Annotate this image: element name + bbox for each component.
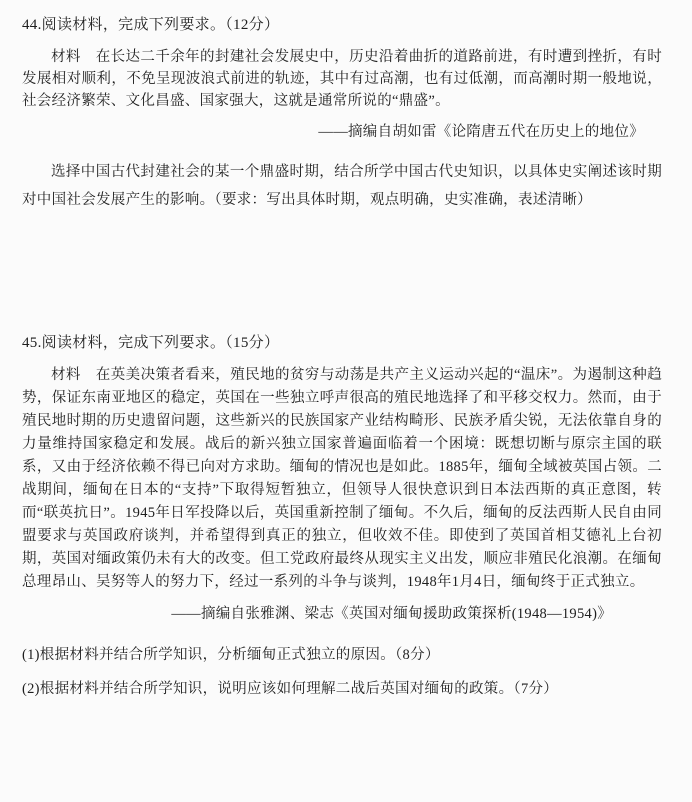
question-45 [22,332,662,700]
question-45-source-attribution: ——摘编自张雅渊、梁志《英国对缅甸援助政策探析(1948—1954)》 [171,606,612,622]
question-45-subquestion-2: (2)根据材料并结合所学知识，说明应该如何理解二战后英国对缅甸的政策。（7分） [22,681,559,697]
question-44-task: 选择中国古代封建社会的某一个鼎盛时期，结合所学中国古代史知识，以具体史实阐述该时期对中国社会发展产生的影响。（要求：写出具体时期，观点明确，史实准确，表述清晰） [22,164,662,208]
question-45-heading: 45.阅读材料，完成下列要求。（15分） [22,335,280,351]
question-45-material: 材料 在英美决策者看来，殖民地的贫穷与动荡是共产主义运动兴起的“温床”。为遏制这种趋势，保证东南亚地区的稳定，英国在一些独立呼声很高的殖民地选择了和平移交权力。然而，由于殖民地时期的历史遗留问题，这些新兴的民族国家产业结构畸形、民族矛盾尖锐，无法依靠自身的力量维持国家稳定和发展。战后的新兴独立国家普遍面临着一个困境：既想切断与原宗主国的联系，又由于经济依赖不得已向对方求助。缅甸的情况也是如此。1885年，缅甸全域被英国占领。二战期间，缅甸在日本的“支持”下取得短暂独立，但领导人很快意识到日本法西斯的真正意图，转而“联英抗日”。1945年日军投降以后，英国重新控制了缅甸。不久后，缅甸的反法西斯人民自由同盟要求与英国政府谈判，并希望得到真正的独立，但收效不佳。即使到了英国首相艾德礼上台初期，英国对缅政策仍未有大的改变。但工党政府最终从现实主义出发，顺应非殖民化浪潮。在缅甸总理昂山、吴努等人的努力下，经过一系列的斗争与谈判，1948年1月4日，缅甸终于正式独立。 [22,367,662,590]
question-44-heading: 44.阅读材料，完成下列要求。（12分） [22,17,280,33]
question-44-material: 材料 在长达二千余年的封建社会发展史中，历史沿着曲折的道路前进，有时遭到挫折，有时发展相对顺利，不免呈现波浪式前进的轨迹，其中有过高潮，也有过低潮，而高潮时期一般地说，社会经济繁荣、文化昌盛、国家强大，这就是通常所说的“鼎盛”。 [22,49,662,109]
question-44 [22,14,662,214]
question-44-source-attribution: ——摘编自胡如雷《论隋唐五代在历史上的地位》 [318,124,644,140]
question-45-subquestion-1: (1)根据材料并结合所学知识，分析缅甸正式独立的原因。（8分） [22,647,440,663]
